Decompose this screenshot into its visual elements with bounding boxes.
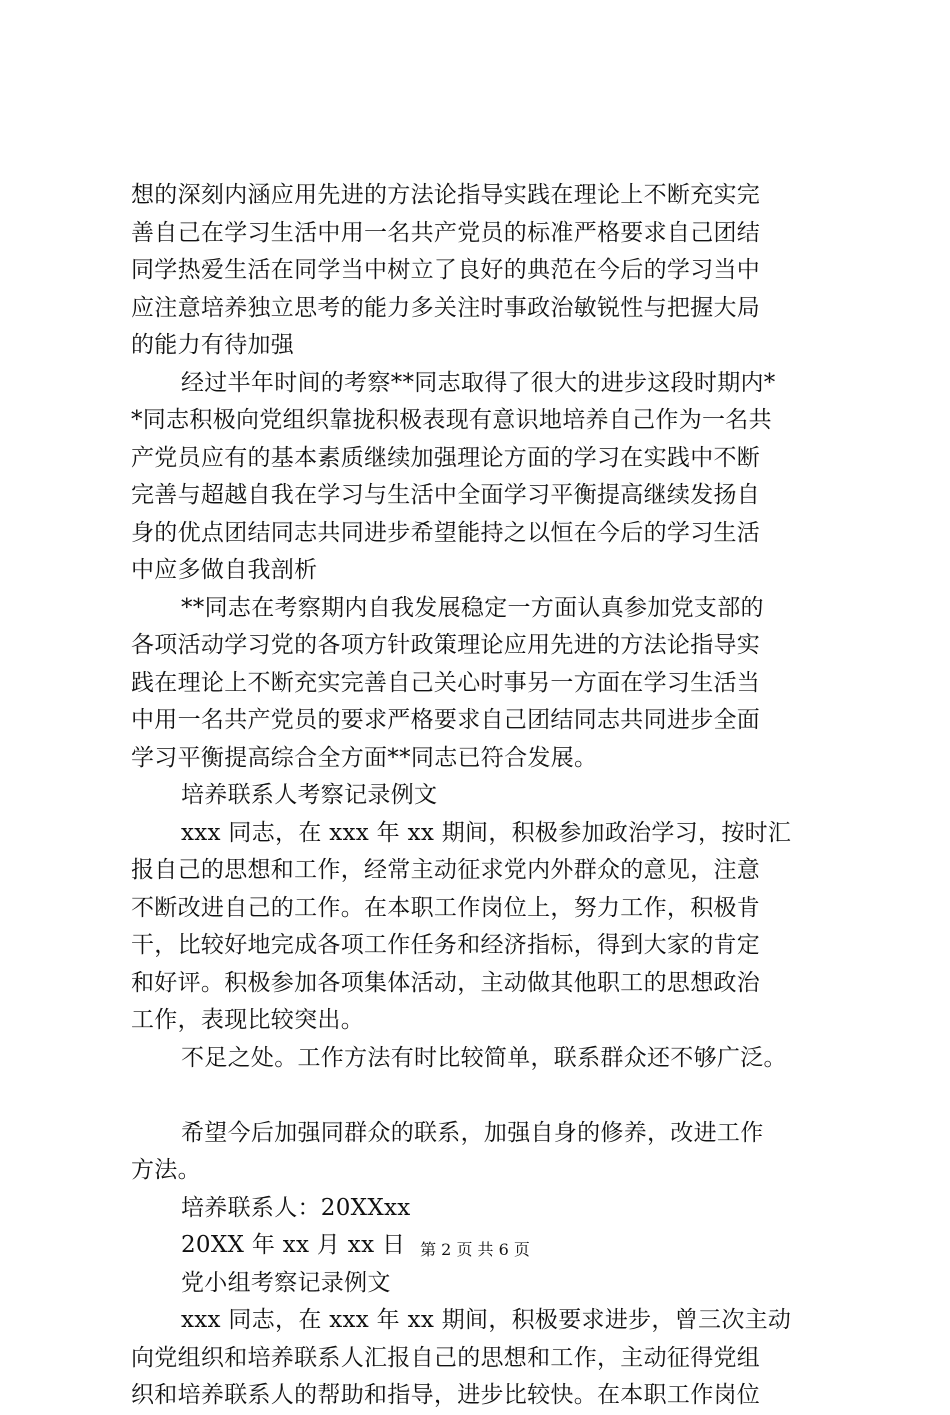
text-line: 同学热爱生活在同学当中树立了良好的典范在今后的学习当中: [131, 257, 761, 283]
paragraph-start-line: **同志在考察期内自我发展稳定一方面认真参加党支部的: [181, 594, 764, 621]
text-line: 学习平衡提高综合全方面**同志已符合发展。: [131, 744, 598, 771]
document-body: [131, 177, 841, 1415]
text-line: 中用一名共产党员的要求严格要求自己团结同志共同进步全面: [131, 707, 761, 733]
section-heading: 党小组考察记录例文: [181, 1269, 391, 1296]
text-line: 不断改进自己的工作。在本职工作岗位上，努力工作，积极肯: [131, 894, 761, 921]
text-line: 善自己在学习生活中用一名共产党员的标准严格要求自己团结: [131, 219, 761, 246]
text-line: 和好评。积极参加各项集体活动，主动做其他职工的思想政治: [131, 969, 761, 996]
date-line: 20XX 年 xx 月 xx 日: [181, 1232, 406, 1258]
text-line: 干，比较好地完成各项工作任务和经济指标，得到大家的肯定: [131, 932, 761, 958]
text-line: 应注意培养独立思考的能力多关注时事政治敏锐性与把握大局: [131, 294, 761, 321]
text-line: 工作，表现比较突出。: [131, 1007, 364, 1033]
text-line: 践在理论上不断充实完善自己关心时事另一方面在学习生活当: [131, 669, 761, 696]
paragraph-start-line: xxx 同志，在 xxx 年 xx 期间，积极要求进步，曾三次主动: [181, 1307, 792, 1333]
paragraph-start-line: 经过半年时间的考察**同志取得了很大的进步这段时期内*: [181, 369, 776, 396]
text-line: 想的深刻内涵应用先进的方法论指导实践在理论上不断充实完: [131, 182, 761, 208]
paragraph-start-line: 希望今后加强同群众的联系，加强自身的修养，改进工作: [181, 1119, 764, 1146]
text-line: 方法。: [131, 1157, 201, 1183]
page-number-footer: 第 2 页 共 6 页: [420, 1240, 530, 1259]
text-line: 完善与超越自我在学习与生活中全面学习平衡提高继续发扬自: [131, 482, 761, 508]
text-line: 的能力有待加强: [131, 332, 295, 358]
blank-line: [131, 1077, 841, 1115]
text-line: 中应多做自我剖析: [131, 557, 318, 583]
paragraph-start-line: xxx 同志，在 xxx 年 xx 期间，积极参加政治学习，按时汇: [181, 819, 792, 846]
text-line: 身的优点团结同志共同进步希望能持之以恒在今后的学习生活: [131, 519, 761, 546]
text-line: 报自己的思想和工作，经常主动征求党内外群众的意见，注意: [131, 857, 761, 883]
paragraph-start-line: 不足之处。工作方法有时比较简单，联系群众还不够广泛。: [181, 1044, 787, 1071]
section-heading: 培养联系人考察记录例文: [181, 782, 438, 808]
text-line: *同志积极向党组织靠拢积极表现有意识地培养自己作为一名共: [131, 407, 772, 433]
text-line: 向党组织和培养联系人汇报自己的思想和工作，主动征得党组: [131, 1344, 761, 1371]
signature-line: 培养联系人：20XXxx: [181, 1194, 411, 1221]
text-line: 织和培养联系人的帮助和指导，进步比较快。在本职工作岗位: [131, 1382, 761, 1408]
text-line: 产党员应有的基本素质继续加强理论方面的学习在实践中不断: [131, 444, 761, 471]
text-line: 各项活动学习党的各项方针政策理论应用先进的方法论指导实: [131, 632, 761, 658]
